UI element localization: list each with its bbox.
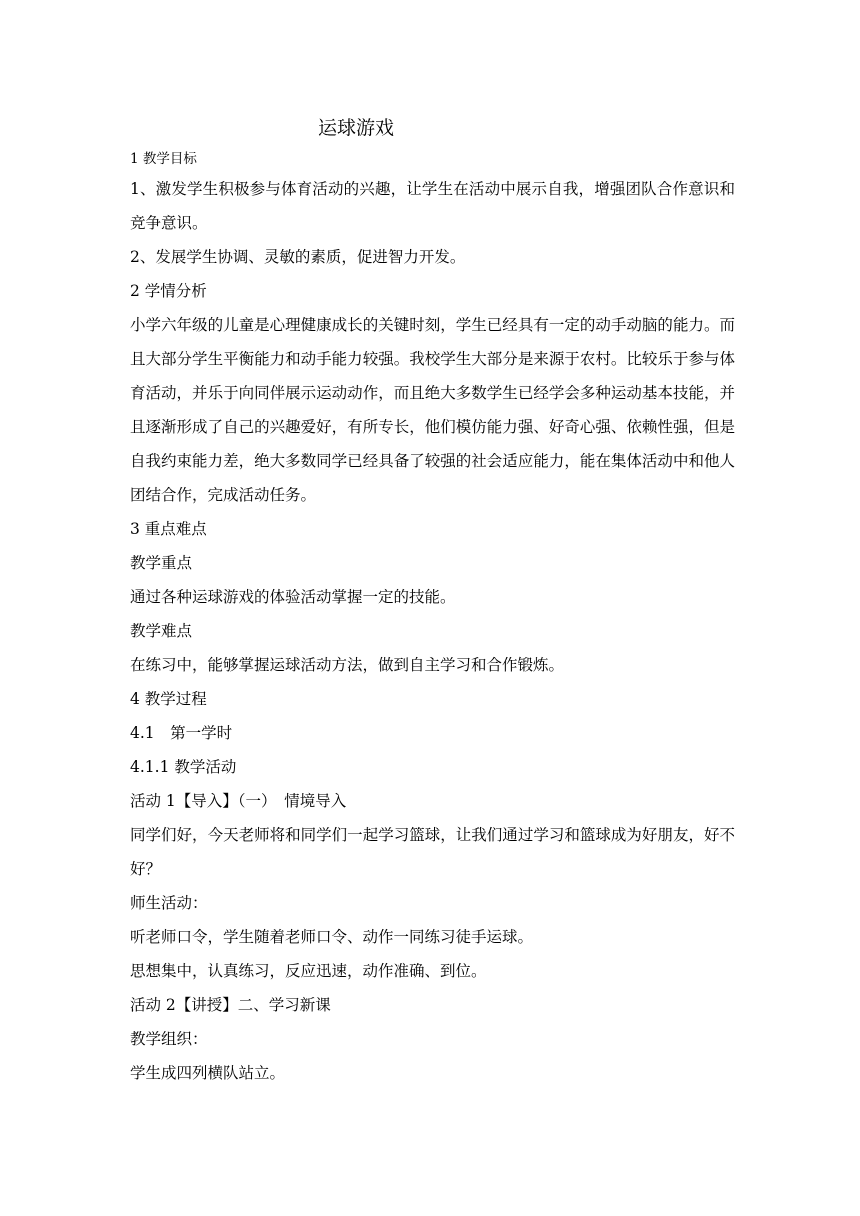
teaching-organization-label: 教学组织：: [130, 1030, 208, 1048]
activity-instruction-1: 听老师口令，学生随着老师口令、动作一同练习徒手运球。: [130, 928, 534, 946]
teaching-focus-text: 通过各种运球游戏的体验活动掌握一定的技能。: [130, 588, 456, 606]
subheading-teaching-difficulty: 教学难点: [130, 622, 193, 640]
activity-1-heading: 活动 1【导入】（一） 情境导入: [130, 792, 347, 810]
section-heading-objectives: 1 教学目标: [130, 151, 197, 167]
subheading-teaching-activities: 4.1.1 教学活动: [130, 758, 237, 776]
activity-1-intro-paragraph: 同学们好，今天老师将和同学们一起学习篮球，让我们通过学习和篮球成为好朋友，好不好？: [130, 826, 735, 878]
student-analysis-paragraph: 小学六年级的儿童是心理健康成长的关键时刻，学生已经具有一定的动手动脑的能力。而且大部分学生平衡能力和动手能力较强。我校学生大部分是来源于农村。比较乐于参与体育活动，并乐于向同伴展示运动动作，而且绝大多数学生已经学会多种运动基本技能，并且逐渐形成了自己的兴趣爱好，有所专长，他们模仿能力强、好奇心强、依赖性强，但是自我约束能力差，绝大多数同学已经具备了较强的社会适应能力，能在集体活动中和他人团结合作，完成活动任务。: [130, 316, 735, 504]
section-heading-key-points: 3 重点难点: [130, 520, 207, 538]
activity-instruction-2: 思想集中，认真练习，反应迅速，动作准确、到位。: [130, 962, 487, 980]
teaching-difficulty-text: 在练习中，能够掌握运球活动方法，做到自主学习和合作锻炼。: [130, 656, 565, 674]
section-heading-student-analysis: 2 学情分析: [130, 282, 207, 300]
objective-1: 1、激发学生积极参与体育活动的兴趣，让学生在活动中展示自我，增强团队合作意识和竞争意识。: [130, 180, 735, 232]
teacher-student-activity-label: 师生活动：: [130, 894, 208, 912]
document-body: [130, 150, 735, 1090]
document-title: 运球游戏: [318, 117, 395, 139]
activity-2-heading: 活动 2【讲授】二、学习新课: [130, 996, 331, 1014]
subheading-teaching-focus: 教学重点: [130, 554, 193, 572]
objective-2: 2、发展学生协调、灵敏的素质，促进智力开发。: [130, 248, 466, 266]
section-heading-teaching-process: 4 教学过程: [130, 690, 207, 708]
subheading-first-lesson: 4.1 第一学时: [130, 724, 233, 742]
teaching-organization-text: 学生成四列横队站立。: [130, 1064, 286, 1082]
